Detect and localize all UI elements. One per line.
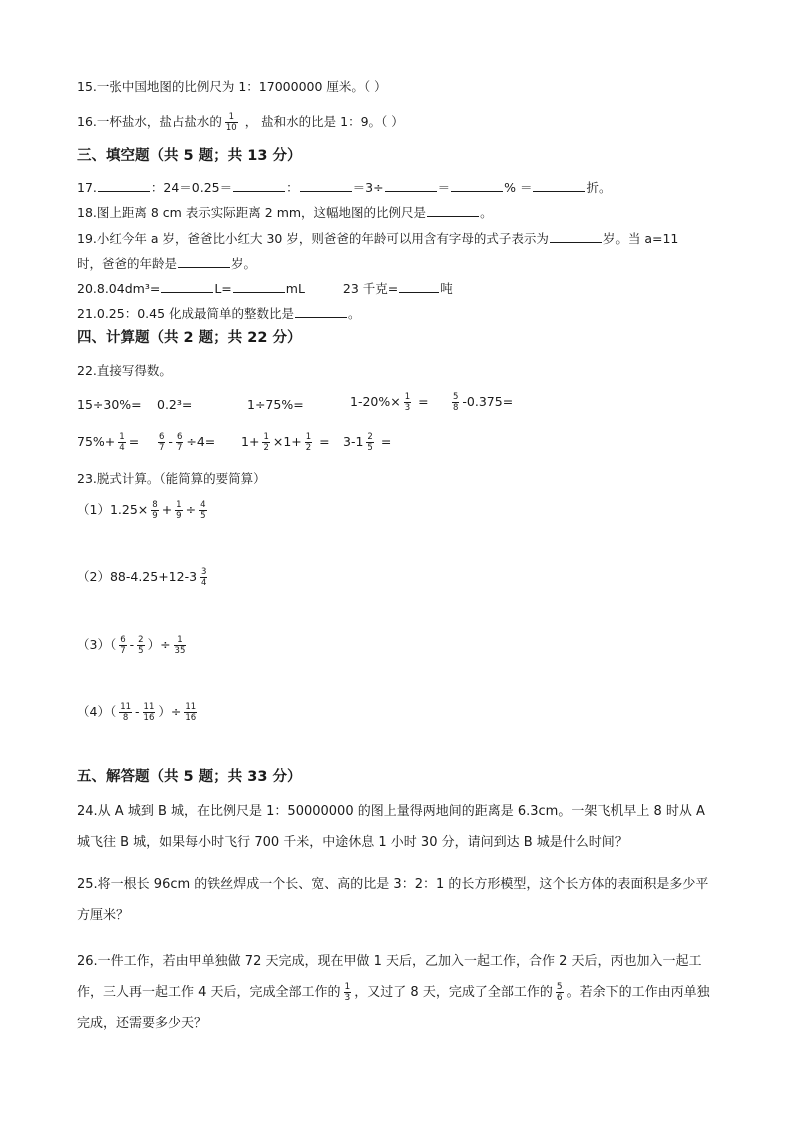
text: 21.0.25：0.45 化成最简单的整数比是 [77,306,295,321]
text: ： [286,180,299,195]
text: （3）（ [77,637,117,652]
answer-blank[interactable] [98,179,150,192]
answer-blank[interactable] [385,179,437,192]
calc-item [350,392,429,413]
fraction [137,635,144,656]
fraction [176,432,183,453]
answer-blank[interactable] [550,230,602,243]
numerator: 3 [201,567,207,577]
denominator: 7 [120,646,126,656]
text: L= [214,281,232,296]
question-17 [77,179,754,197]
numerator: 5 [453,392,459,402]
text: ：24＝0.25＝ [150,180,233,195]
text: 吨 [440,281,453,296]
text: = [418,394,429,409]
numerator: 1 [305,432,312,442]
fraction [200,567,207,588]
text: = [319,434,330,449]
numerator: 1 [404,392,411,402]
question-19-line-2 [77,255,754,273]
question-23-part-4 [77,702,754,728]
question-25: 25.将一根长 96cm 的铁丝焊成一个长、宽、高的比是 3：2：1 的长方形模型，这个长方体的表面积是多少平方厘米？ [77,877,709,923]
denominator: 5 [200,511,206,521]
text: 1-20%× [350,394,401,409]
calc-item [449,392,513,413]
answer-blank[interactable] [233,179,285,192]
calc-item [343,432,391,453]
question-21 [77,305,754,323]
fraction [119,635,126,656]
denominator: 35 [174,646,186,656]
denominator: 10 [225,123,237,133]
text: ＝ [437,180,451,195]
text: 18.图上距离 8 cm 表示实际距离 2 mm，这幅地图的比例尺是 [77,205,427,220]
fraction [151,500,158,521]
text: - [168,434,173,449]
fraction [199,500,206,521]
denominator: 9 [176,511,182,521]
fraction [119,702,132,723]
question-19-line-1 [77,230,754,248]
question-22-row-1 [77,392,754,418]
text: ，又过了 8 天，完成了全部工作的 [354,985,553,1000]
text: 。 [480,205,493,220]
calc-item [77,432,139,453]
denominator: 2 [305,443,312,453]
question-15-text: 15.一张中国地图的比例尺为 1：17000000 厘米。（ ） [77,79,387,94]
section-3-heading: 三、填空题（共 5 题；共 13 分） [77,148,302,164]
denominator: 16 [185,713,197,723]
text: 岁。 [231,256,257,271]
numerator: 1 [263,432,269,442]
text: （1）1.25× [77,502,149,517]
fraction [305,432,312,453]
text: 。 [348,306,361,321]
numerator: 6 [159,432,165,442]
section-5-heading: 五、解答题（共 5 题；共 33 分） [77,769,302,785]
numerator: 8 [152,500,158,510]
fraction [404,392,411,413]
text: 折。 [586,180,612,195]
numerator: 1 [174,635,187,646]
numerator: 1 [225,112,238,123]
fraction [225,112,238,133]
denominator: 4 [119,443,125,453]
answer-blank[interactable] [427,204,479,217]
text: -0.375= [462,394,514,409]
text: 23 千克= [342,281,399,296]
numerator: 1 [176,500,182,510]
calc-item: 0.2³= [157,397,193,412]
answer-blank[interactable] [178,255,230,268]
denominator: 16 [143,713,155,723]
calc-item [241,432,330,453]
fraction [366,432,373,453]
numerator: 1 [344,982,351,992]
question-20 [77,280,754,298]
fraction [344,982,352,1003]
calc-item: 1÷75%= [247,397,304,412]
text: 75%+ [77,434,116,449]
calc-item: 15÷30%= [77,397,142,412]
text: 1+ [241,434,260,449]
denominator: 3 [404,403,411,413]
text: 。若余下的工作由丙单独完成，还需要多少天？ [77,985,710,1031]
text: - [135,704,140,719]
denominator: 5 [367,443,373,453]
answer-blank[interactable] [295,305,347,318]
question-26 [77,946,719,1039]
text: % ＝ [504,180,533,195]
numerator: 2 [138,635,144,645]
text: （2）88-4.25+12-3 [77,569,198,584]
denominator: 4 [201,578,207,588]
fraction [184,702,197,723]
numerator: 11 [143,702,155,712]
text: ＝3÷ [352,180,384,195]
text: + [161,502,173,517]
question-15 [77,78,754,96]
numerator: 5 [556,982,563,992]
answer-blank[interactable] [399,280,439,293]
question-23-title: 23.脱式计算。（能简算的要简算） [77,471,266,486]
calc-item [155,432,215,453]
text: 3-1 [343,434,364,449]
text: ×1+ [272,434,302,449]
fraction [143,702,156,723]
text: 26.一件工作，若由甲单独做 72 天完成，现在甲做 1 天后，乙加入一起工作，合作 2 天后，丙也加入一起工作，三人再一起工作 4 天后，完成全部工作的 [77,954,702,1000]
question-23-part-3 [77,635,754,661]
text: ÷4= [186,434,216,449]
answer-blank[interactable] [533,179,585,192]
denominator: 5 [138,646,144,656]
text: mL [285,281,305,296]
answer-blank[interactable] [451,179,503,192]
answer-blank[interactable] [233,280,285,293]
text: ）÷ [147,637,171,652]
question-23-part-2 [77,567,754,593]
text: 时，爸爸的年龄是 [77,256,178,271]
question-16 [77,112,754,133]
denominator: 2 [263,443,269,453]
text: ）÷ [158,704,182,719]
question-22-title: 22.直接写得数。 [77,363,172,378]
text: 19.小红今年 a 岁，爸爸比小红大 30 岁，则爸爸的年龄可以用含有字母的式子表示为 [77,231,549,246]
question-23-part-1 [77,500,754,526]
denominator: 9 [152,511,158,521]
text: （4）（ [77,704,117,719]
text: 17. [77,180,97,195]
denominator: 8 [453,403,459,413]
answer-blank[interactable] [300,179,352,192]
text: = [128,434,140,449]
numerator: 6 [120,635,126,645]
text: 岁。当 a=11 [602,231,679,246]
text: = [380,434,392,449]
text: 20.8.04dm³= [77,281,161,296]
question-24: 24.从 A 城到 B 城，在比例尺是 1：50000000 的图上量得两地间的距离是 6.3cm。一架飞机早上 8 时从 A 城飞往 B 城，如果每小时飞行 700 千米，中途休息 1 小时 30 分，请问到达 B 城是什么时间？ [77,804,705,850]
fraction [262,432,269,453]
numerator: 2 [367,432,373,442]
question-16-text-end: ， 盐和水的比是 1：9。（ ） [240,114,404,129]
numerator: 11 [120,702,132,712]
text: - [129,637,135,652]
question-18 [77,204,754,222]
denominator: 8 [122,713,129,723]
numerator: 1 [119,432,125,442]
denominator: 7 [159,443,165,453]
fraction [556,982,564,1003]
fraction [175,500,182,521]
question-16-text: 16.一杯盐水，盐占盐水的 [77,114,222,129]
fraction [452,392,459,413]
question-22-row-2 [77,432,754,458]
numerator: 4 [200,500,206,510]
denominator: 3 [344,993,351,1003]
numerator: 11 [185,702,197,712]
fraction [158,432,165,453]
section-4-heading: 四、计算题（共 2 题；共 22 分） [77,330,302,346]
fraction [118,432,125,453]
numerator: 6 [176,432,183,442]
denominator: 6 [556,993,563,1003]
fraction [174,635,187,656]
answer-blank[interactable] [161,280,213,293]
denominator: 7 [176,443,183,453]
text: ÷ [185,502,197,517]
